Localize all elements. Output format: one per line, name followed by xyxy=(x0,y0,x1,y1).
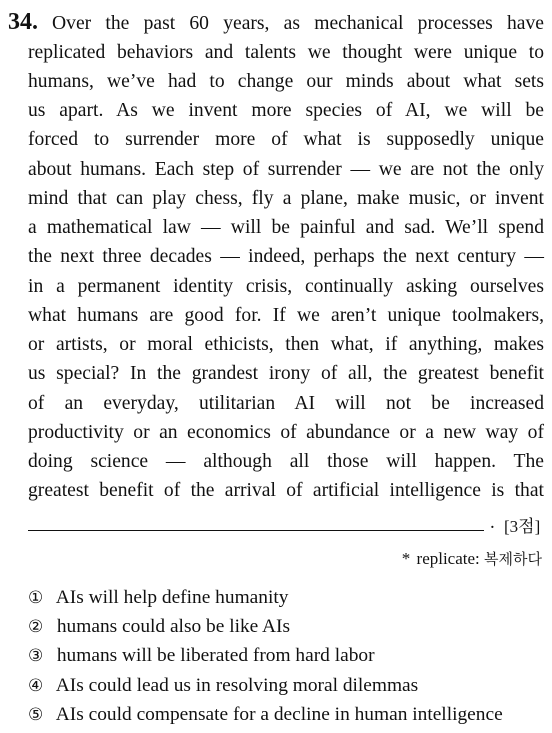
answer-option[interactable] xyxy=(28,700,503,730)
option-text: humans will be liberated from hard labor xyxy=(56,645,375,666)
passage-line: Over the past 60 years, as mechanical processes have xyxy=(52,13,544,34)
gloss-term: replicate: xyxy=(416,549,480,568)
gloss-meaning: 복제하다 xyxy=(484,550,542,568)
option-text: AIs could lead us in resolving moral dilemmas xyxy=(55,675,419,696)
passage-line: us apart. As we invent more species of AI, we will be xyxy=(28,100,544,121)
passage-line: productivity or an economics of abundance or a new way of xyxy=(28,422,544,443)
passage-line: doing science — although all those will happen. The xyxy=(28,451,544,472)
passage-line: of an everyday, utilitarian AI will not be increased xyxy=(28,393,544,414)
option-text: AIs will help define humanity xyxy=(55,587,289,608)
vocab-gloss xyxy=(402,548,542,569)
passage-line: replicated behaviors and talents we thought were unique to xyxy=(28,42,544,63)
blank-period: . xyxy=(490,512,495,533)
answer-option[interactable] xyxy=(28,671,418,701)
passage-line: forced to surrender more of what is supposedly unique xyxy=(28,129,544,150)
passage-line: mind that can play chess, fly a plane, make music, or invent xyxy=(28,188,544,209)
option-text: AIs could compensate for a decline in human intelligence xyxy=(55,704,503,725)
passage-line: or artists, or moral ethicists, then what, if anything, makes xyxy=(28,334,544,355)
passage-line: in a permanent identity crisis, continually asking ourselves xyxy=(28,276,544,297)
passage-line: about humans. Each step of surrender — we are not the only xyxy=(28,159,544,180)
answer-option[interactable] xyxy=(28,612,290,642)
option-number: ⑤ xyxy=(28,705,44,725)
answer-blank xyxy=(28,508,544,538)
points-label: [3점] xyxy=(504,517,541,536)
blank-underline xyxy=(28,530,484,531)
passage-line: the next three decades — indeed, perhaps the next century — xyxy=(28,246,544,267)
question-number: 34. xyxy=(8,9,38,35)
passage-line: greatest benefit of the arrival of artificial intelligence is that xyxy=(28,480,544,501)
answer-option[interactable] xyxy=(28,583,288,613)
option-number: ④ xyxy=(28,676,44,696)
passage-line: us special? In the grandest irony of all, the greatest benefit xyxy=(28,363,544,384)
passage-line: humans, we’ve had to change our minds about what sets xyxy=(28,71,544,92)
asterisk-mark: * xyxy=(401,549,411,568)
option-text: humans could also be like AIs xyxy=(56,616,291,637)
answer-option[interactable] xyxy=(28,641,375,671)
passage-line: a mathematical law — will be painful and sad. We’ll spend xyxy=(28,217,544,238)
option-number: ① xyxy=(28,588,44,608)
option-number: ② xyxy=(28,617,44,637)
passage-line: what humans are good for. If we aren’t unique toolmakers, xyxy=(28,305,544,326)
option-number: ③ xyxy=(28,646,44,666)
